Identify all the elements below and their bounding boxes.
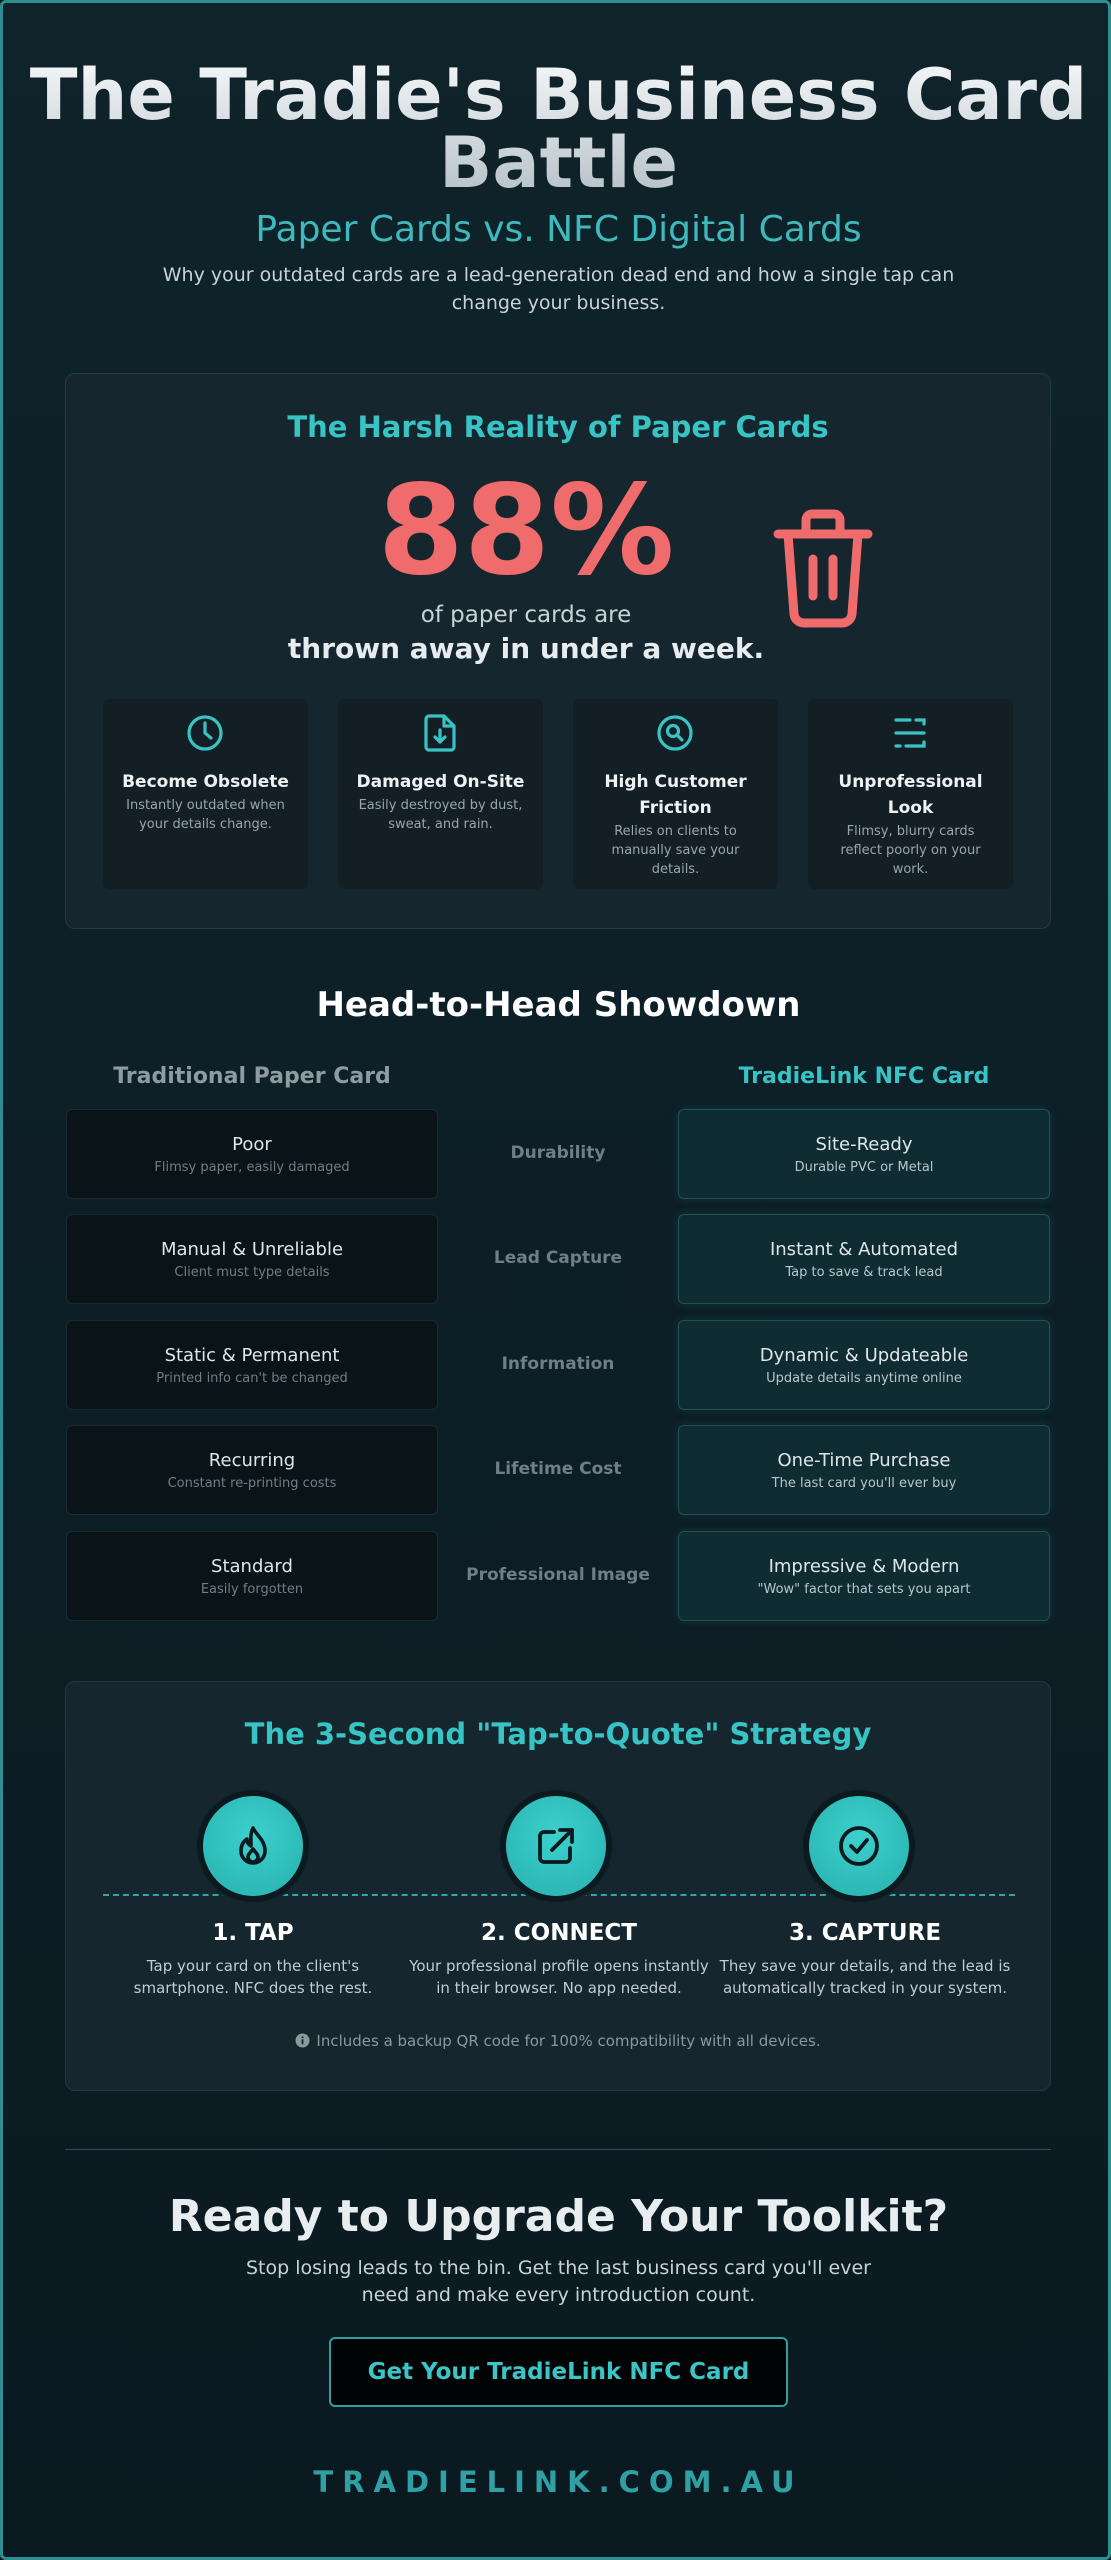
note-text: Includes a backup QR code for 100% compatibility with all devices. (316, 2032, 821, 2050)
paper-column-heading: Traditional Paper Card (113, 1064, 391, 1089)
row-label-information: Information (501, 1354, 615, 1374)
feature-desc: Instantly outdated when your details change. (126, 798, 285, 832)
cell-value: Static & Permanent (164, 1345, 340, 1366)
paper-lifetime-cost-cell (66, 1425, 438, 1515)
showdown-title: Head-to-Head Showdown (316, 985, 801, 1025)
row-label-professional-image: Professional Image (466, 1565, 650, 1585)
info-icon (295, 2033, 310, 2052)
feature-name: High Customer Friction (604, 772, 747, 818)
cell-detail: Client must type details (174, 1265, 330, 1280)
paper-reality-panel (65, 373, 1051, 929)
feature-card-obsolete (103, 699, 308, 889)
cell-value: Dynamic & Updateable (759, 1345, 969, 1366)
page-subtitle: Paper Cards vs. NFC Digital Cards (255, 209, 862, 250)
clock-icon (185, 713, 225, 753)
page-title (3, 54, 1111, 204)
strategy-panel (65, 1681, 1051, 2091)
row-label-lifetime-cost: Lifetime Cost (494, 1459, 622, 1479)
paper-lead-capture-cell (66, 1214, 438, 1304)
step-desc-capture: They save your details, and the lead is automatically tracked in your system. (719, 1957, 1011, 1997)
stat-headline: thrown away in under a week. (287, 632, 765, 665)
external-link-icon (534, 1824, 578, 1868)
stat-caption: of paper cards are (420, 602, 632, 628)
cell-detail: Constant re-printing costs (167, 1476, 337, 1491)
intro-text: Why your outdated cards are a lead-generation dead end and how a single tap can change your business. (162, 264, 955, 314)
feature-desc: Flimsy, blurry cards reflect poorly on your work. (840, 824, 981, 877)
step-desc-tap: Tap your card on the client's smartphone. NFC does the rest. (133, 1957, 373, 1997)
cell-value: Recurring (208, 1450, 296, 1471)
step-title-connect: 2. CONNECT (481, 1920, 637, 1946)
feature-card-friction (573, 699, 778, 889)
panel-title-strategy: The 3-Second "Tap-to-Quote" Strategy (244, 1717, 872, 1751)
trash-icon (758, 504, 888, 634)
cta-title: Ready to Upgrade Your Toolkit? (168, 2191, 949, 2242)
search-icon (655, 713, 695, 753)
cell-value: Manual & Unreliable (160, 1239, 344, 1260)
cell-value: One-Time Purchase (777, 1450, 951, 1471)
feature-card-unprofessional (808, 699, 1013, 889)
nfc-information-cell (678, 1320, 1050, 1410)
get-nfc-card-button[interactable]: Get Your TradieLink NFC Card (329, 2337, 788, 2407)
cell-value: Impressive & Modern (768, 1556, 960, 1577)
cell-detail: Flimsy paper, easily damaged (154, 1160, 350, 1175)
cell-detail: Easily forgotten (200, 1582, 304, 1597)
cell-value: Instant & Automated (769, 1239, 959, 1260)
step-tap-badge (197, 1790, 309, 1902)
cell-value: Site-Ready (815, 1134, 913, 1155)
blur-icon (890, 713, 930, 753)
qr-backup-note (66, 2032, 1050, 2052)
step-connect-badge (500, 1790, 612, 1902)
cell-value: Standard (211, 1556, 293, 1577)
file-download-icon (420, 713, 460, 753)
stat-percentage: 88% (377, 459, 675, 603)
paper-durability-cell (66, 1109, 438, 1199)
nfc-column-heading: TradieLink NFC Card (738, 1064, 990, 1089)
paper-information-cell (66, 1320, 438, 1410)
cta-text: Stop losing leads to the bin. Get the last business card you'll ever need and make every introduction count. (246, 2257, 871, 2306)
flame-icon (231, 1824, 275, 1868)
cell-detail: "Wow" factor that sets you apart (757, 1582, 971, 1597)
cell-detail: Printed info can't be changed (156, 1371, 348, 1386)
step-title-capture: 3. CAPTURE (788, 1920, 942, 1946)
cell-detail: Tap to save & track lead (785, 1265, 943, 1280)
cell-value: Poor (232, 1134, 272, 1155)
title-line-2: Battle (439, 122, 678, 204)
feature-name: Become Obsolete (122, 772, 289, 792)
cell-detail: Update details anytime online (766, 1371, 962, 1386)
paper-image-cell (66, 1531, 438, 1621)
title-line-1: The Tradie's Business Card (29, 54, 1088, 136)
check-circle-icon (837, 1824, 881, 1868)
feature-desc: Easily destroyed by dust, sweat, and rain. (358, 798, 523, 832)
row-label-lead-capture: Lead Capture (493, 1248, 623, 1268)
feature-desc: Relies on clients to manually save your details. (611, 824, 740, 877)
section-divider (65, 2149, 1051, 2150)
feature-card-damaged (338, 699, 543, 889)
nfc-lifetime-cost-cell (678, 1425, 1050, 1515)
nfc-lead-capture-cell (678, 1214, 1050, 1304)
website-link[interactable]: TRADIELINK.COM.AU (313, 2465, 804, 2499)
feature-name: Damaged On-Site (356, 772, 525, 792)
step-title-tap: 1. TAP (212, 1920, 294, 1946)
cell-detail: The last card you'll ever buy (771, 1476, 957, 1491)
step-capture-badge (803, 1790, 915, 1902)
row-label-durability: Durability (510, 1143, 606, 1163)
nfc-durability-cell (678, 1109, 1050, 1199)
panel-title-reality: The Harsh Reality of Paper Cards (287, 410, 829, 444)
cell-detail: Durable PVC or Metal (794, 1160, 934, 1175)
nfc-image-cell (678, 1531, 1050, 1621)
feature-name: Unprofessional Look (838, 772, 983, 818)
step-desc-connect: Your professional profile opens instantly in their browser. No app needed. (409, 1957, 709, 1997)
